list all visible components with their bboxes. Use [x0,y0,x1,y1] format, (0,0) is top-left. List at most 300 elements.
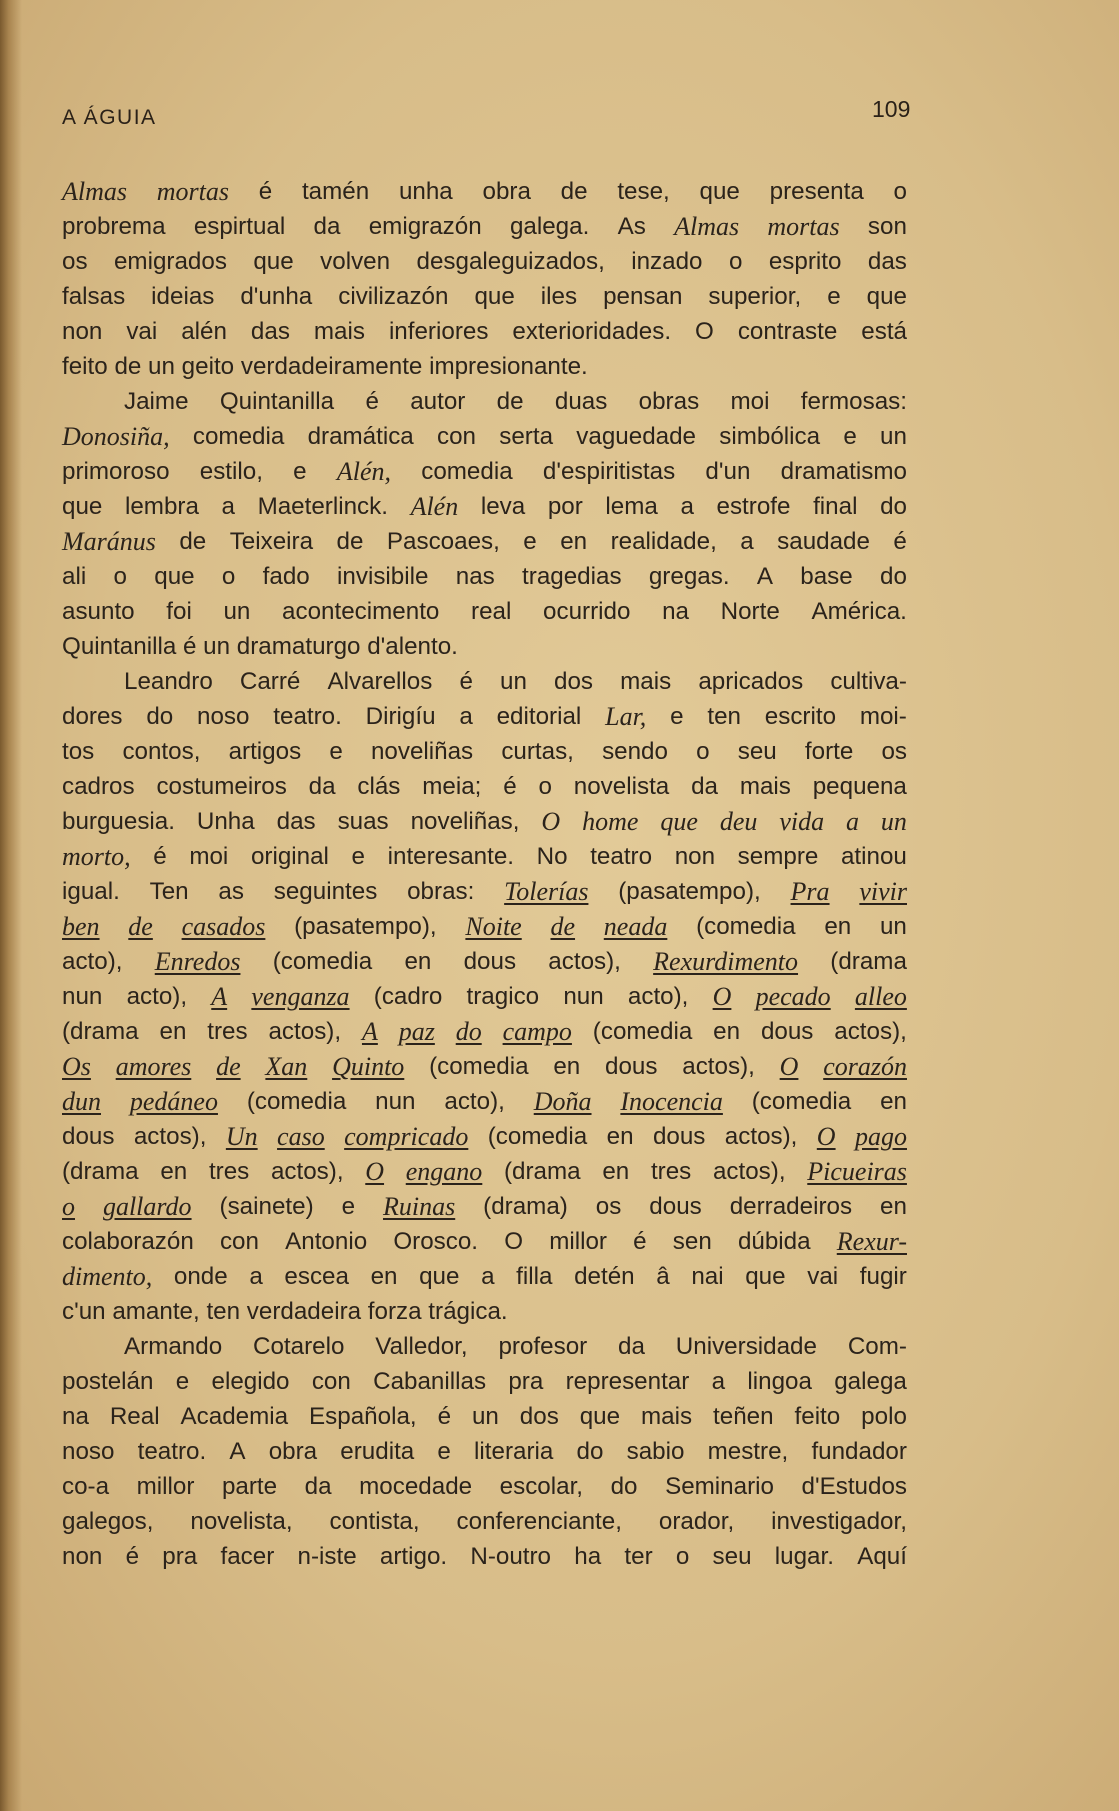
body-text [62,174,907,1574]
word: suas [337,808,389,835]
word: ten [707,703,741,730]
italic-word: neada [603,912,668,941]
word: curtas, [501,738,574,765]
word: dramática [307,423,414,450]
word: ocurrido [543,598,631,625]
word: o [893,178,907,205]
text-line [62,1119,907,1154]
italic-word: O [816,1122,836,1151]
italic-word: mortas [156,177,229,206]
word: e [843,423,857,450]
word: elegido [211,1368,290,1395]
word: son [867,213,907,240]
word: (comedia [592,1018,693,1045]
word: (comedia [487,1123,588,1150]
word: teatro. [137,1438,207,1465]
text-segment: Quintanilla é un dramaturgo d'alento. [62,633,458,660]
word: (comedia [272,948,373,975]
italic-word: Donosiña, [62,422,170,451]
word: artigo. [379,1543,448,1570]
page-binding-edge [0,0,22,1811]
word: Com- [847,1333,907,1360]
text-line [62,1329,907,1364]
text-line [62,1434,907,1469]
italic-word: de [550,912,576,941]
word: falsas [62,283,126,310]
word: é [459,668,473,695]
italic-word: Os [62,1052,91,1081]
italic-word: Almas [62,177,127,206]
word: (drama [62,1158,139,1185]
word: fundador [811,1438,907,1465]
word: o [728,248,743,275]
word: primoroso [62,458,170,485]
word: da [691,773,718,800]
word: moi [730,388,770,415]
word: dous [605,1053,658,1080]
italic-word: Lar, [605,702,647,731]
word: d'Estudos [801,1473,907,1500]
word: costumeiros [156,773,287,800]
word: é [153,843,167,870]
word: do [880,563,907,590]
text-line [62,979,907,1014]
word: e [341,1193,356,1220]
italic-word: venganza [251,982,350,1011]
italic-word: O [712,982,732,1011]
word: interesante. [387,843,515,870]
word: facer [220,1543,275,1570]
word: sen [672,1228,712,1255]
italic-word: alleo [854,982,907,1011]
word: nun [62,983,103,1010]
italic-word: pedáneo [129,1087,218,1116]
word: escea [284,1263,349,1290]
text-line [62,1504,907,1539]
word: â [656,1263,670,1290]
word: N-outro [470,1543,552,1570]
word: espirtual [193,213,286,240]
word: atinou [840,843,907,870]
word: A [229,1438,246,1465]
word: é [437,1403,452,1430]
word: (comedia [429,1053,529,1080]
word: que [253,248,294,275]
word: e [437,1438,451,1465]
text-line [62,1014,907,1049]
word: tres [207,1018,248,1045]
word: dous [760,1018,814,1045]
text-line [62,769,907,804]
italic-word: Alén, [336,457,391,486]
text-line [62,699,907,734]
word: do [576,1438,604,1465]
word: un [471,1403,499,1430]
word: tres [208,1158,250,1185]
word: alén [181,318,227,345]
word: estilo, [199,458,263,485]
word: filla [516,1263,553,1290]
italic-word: amores [115,1052,192,1081]
word: a [221,493,235,520]
word: inferiores [388,318,489,345]
word: un [223,598,251,625]
word: dúbida [737,1228,811,1255]
word: o [113,563,127,590]
text-line [62,454,907,489]
word: teatro [590,843,653,870]
word: actos), [268,1018,342,1045]
italic-word: ben [62,912,100,941]
text-line [62,1364,907,1399]
text-line [62,419,907,454]
word: por [547,493,583,520]
word: das [867,248,907,275]
word: seu [712,1543,752,1570]
italic-word: casados [181,912,266,941]
text-segment: c'un amante, ten verdadeira forza trágica. [62,1298,508,1325]
text-line [62,909,907,944]
word: fado [262,563,310,590]
italic-word: Rexurdimento [653,947,799,976]
word: Academia [180,1403,289,1430]
word: novelista [573,773,670,800]
word: cultiva- [830,668,907,695]
word: actos), [834,1018,907,1045]
word: A [756,563,773,590]
word: con [219,1228,259,1255]
word: é [258,178,273,205]
word: dos [519,1403,559,1430]
word: foi [166,598,192,625]
word: literaria [474,1438,554,1465]
word: Española, [309,1403,417,1430]
word: forte [804,738,854,765]
text-line [62,839,907,874]
text-line [62,594,907,629]
word: emigrazón [368,213,482,240]
word: (drama [504,1158,581,1185]
word: actos), [133,1123,207,1150]
text-segment: feito de un geito verdadeiramente impresionante. [62,353,588,380]
text-line [62,244,907,279]
text-line [62,944,907,979]
word: volven [320,248,391,275]
word: non [62,318,103,345]
word: simbólica [719,423,821,450]
text-line [62,349,907,384]
italic-word: deu [719,807,758,836]
word: esprito [768,248,842,275]
word: en [880,1193,907,1220]
word: Real [109,1403,160,1430]
italic-word: de [128,912,153,941]
italic-word: Quinto [332,1052,405,1081]
word: realidade, [610,528,717,555]
word: o [221,563,236,590]
running-head: A ÁGUIA [62,106,157,129]
italic-word: Inocencia [620,1087,723,1116]
word: actos), [724,1123,798,1150]
word: en [560,528,588,555]
word: de [560,178,588,205]
word: leva [480,493,526,520]
word: O [695,318,714,345]
word: (sainete) [219,1193,314,1220]
word: obra [268,1438,318,1465]
word: contos, [122,738,201,765]
word: actos), [712,1158,786,1185]
word: nun [375,1088,416,1115]
word: a [680,493,694,520]
word: co-a [62,1473,110,1500]
word: d'unha [240,283,313,310]
word: dramatismo [780,458,907,485]
word: (pasatempo), [618,878,761,905]
word: iles [540,283,578,310]
word: d'un [705,458,751,485]
word: dous [652,1123,706,1150]
word: Cotarelo [253,1333,345,1360]
word: dous [649,1193,702,1220]
word: lema [605,493,658,520]
word: en [606,1123,634,1150]
italic-word: home [582,807,639,836]
word: mais [313,318,365,345]
word: d'espiritistas [542,458,676,485]
word: Universidade [675,1333,817,1360]
word: ha [574,1543,602,1570]
word: en [404,948,432,975]
word: ideias [151,283,215,310]
italic-word: caso [277,1122,325,1151]
word: burguesia. [62,808,175,835]
italic-word: Alén [410,492,459,521]
word: clás [357,773,401,800]
word: Armando [124,1333,223,1360]
italic-word: morto, [62,842,131,871]
italic-word: Picueiras [807,1157,907,1186]
word: os [62,248,88,275]
word: a [481,1263,495,1290]
word: Quintanilla [219,388,335,415]
word: da [304,1473,332,1500]
word: colaborazón [62,1228,194,1255]
text-line [62,559,907,594]
word: en [824,913,852,940]
word: feito [794,1403,841,1430]
text-line [62,1049,907,1084]
word: Ten [149,878,189,905]
word: de [179,528,207,555]
word: que [419,1263,460,1290]
word: final [813,493,858,520]
word: Leandro [124,668,213,695]
word: sempre [737,843,819,870]
word: de [496,388,524,415]
word: ali [62,563,87,590]
word: é [893,528,907,555]
word: (cadro [373,983,443,1010]
word: o [696,738,710,765]
italic-word: que [660,807,698,836]
text-line [62,1469,907,1504]
word: (drama [62,1018,139,1045]
word: as [218,878,244,905]
word: original [250,843,329,870]
word: meia; [422,773,482,800]
word: noveliñas, [410,808,520,835]
text-line [62,1539,907,1574]
word: mais [641,1403,693,1430]
italic-word: O [779,1052,799,1081]
word: autor [410,388,466,415]
word: de [336,528,364,555]
word: na [662,598,689,625]
word: Orosco. [393,1228,479,1255]
word: actos), [270,1158,344,1185]
word: novelista, [190,1508,293,1535]
italic-word: Enredos [154,947,241,976]
word: é [125,1543,140,1570]
word: (drama) [483,1193,568,1220]
word: acontecimento [282,598,440,625]
italic-word: dimento, [62,1262,153,1291]
word: invisibile [337,563,429,590]
italic-word: dun [62,1087,101,1116]
italic-word: engano [405,1157,483,1186]
word: As [617,213,646,240]
text-line [62,1294,907,1329]
italic-word: a [846,807,859,836]
word: millor [549,1228,607,1255]
word: Norte [720,598,780,625]
italic-word: Almas [674,212,740,241]
word: nas [455,563,495,590]
word: a [711,1368,726,1395]
word: investigador, [771,1508,907,1535]
italic-word: pago [854,1122,907,1151]
word: en [370,1263,398,1290]
text-line [62,279,907,314]
word: acto), [126,983,188,1010]
word: tragico [466,983,540,1010]
word: obras: [407,878,475,905]
word: o [675,1543,690,1570]
word: actos), [548,948,621,975]
word: Aquí [857,1543,907,1570]
text-line [62,1084,907,1119]
word: e [523,528,537,555]
word: sabio [626,1438,685,1465]
italic-word: o [62,1192,75,1221]
word: O [504,1228,524,1255]
word: apricados [698,668,804,695]
word: vai [126,318,158,345]
word: é [365,388,379,415]
italic-word: do [455,1017,482,1046]
word: orador, [658,1508,735,1535]
word: noso [197,703,250,730]
word: Carré [239,668,301,695]
text-line [62,1259,907,1294]
word: Jaime [124,388,189,415]
word: a [740,528,754,555]
word: do [880,493,907,520]
word: vai [807,1263,839,1290]
word: artigos [228,738,302,765]
word: con [311,1368,351,1395]
text-line [62,489,907,524]
word: contista, [329,1508,420,1535]
italic-word: Tolerías [504,877,589,906]
word: mestre, [707,1438,789,1465]
word: Pascoaes, [386,528,500,555]
word: editorial [496,703,582,730]
italic-word: A [211,982,228,1011]
word: lembra [124,493,199,520]
word: nai [691,1263,724,1290]
word: seu [737,738,777,765]
word: (comedia [696,913,796,940]
italic-word: compricado [344,1122,469,1151]
word: presenta [769,178,864,205]
word: acto), [627,983,689,1010]
word: en [880,1088,907,1115]
text-line [62,1189,907,1224]
word: que [745,1263,786,1290]
word: seguintes [273,878,378,905]
italic-word: O [541,807,561,836]
word: os [595,1193,622,1220]
word: teatro. [273,703,342,730]
word: derradeiros [729,1193,853,1220]
word: escrito [764,703,837,730]
word: cadros [62,773,135,800]
word: (drama [830,948,907,975]
word: nun [563,983,604,1010]
italic-word: Doña [533,1087,592,1116]
word: tamén [301,178,370,205]
text-line [62,734,907,769]
word: (pasatempo), [294,913,437,940]
word: en [553,1053,581,1080]
text-line [62,664,907,699]
word: probrema [62,213,166,240]
word: fermosas: [800,388,907,415]
word: lingoa [747,1368,812,1395]
word: emigrados [113,248,227,275]
word: serta [499,423,554,450]
word: comedia [421,458,513,485]
word: acto), [62,948,123,975]
word: conferenciante, [456,1508,622,1535]
word: Alvarellos [327,668,433,695]
word: dous [463,948,517,975]
word: saudade [777,528,870,555]
word: duas [554,388,608,415]
word: galega. [509,213,590,240]
word: lugar. [774,1543,834,1570]
word: civilizazón [338,283,449,310]
word: do [146,703,174,730]
word: (comedia [751,1088,852,1115]
word: base [800,563,853,590]
word: Maeterlinck. [257,493,388,520]
italic-word: Noite [465,912,522,941]
word: na [62,1403,89,1430]
word: ter [624,1543,653,1570]
